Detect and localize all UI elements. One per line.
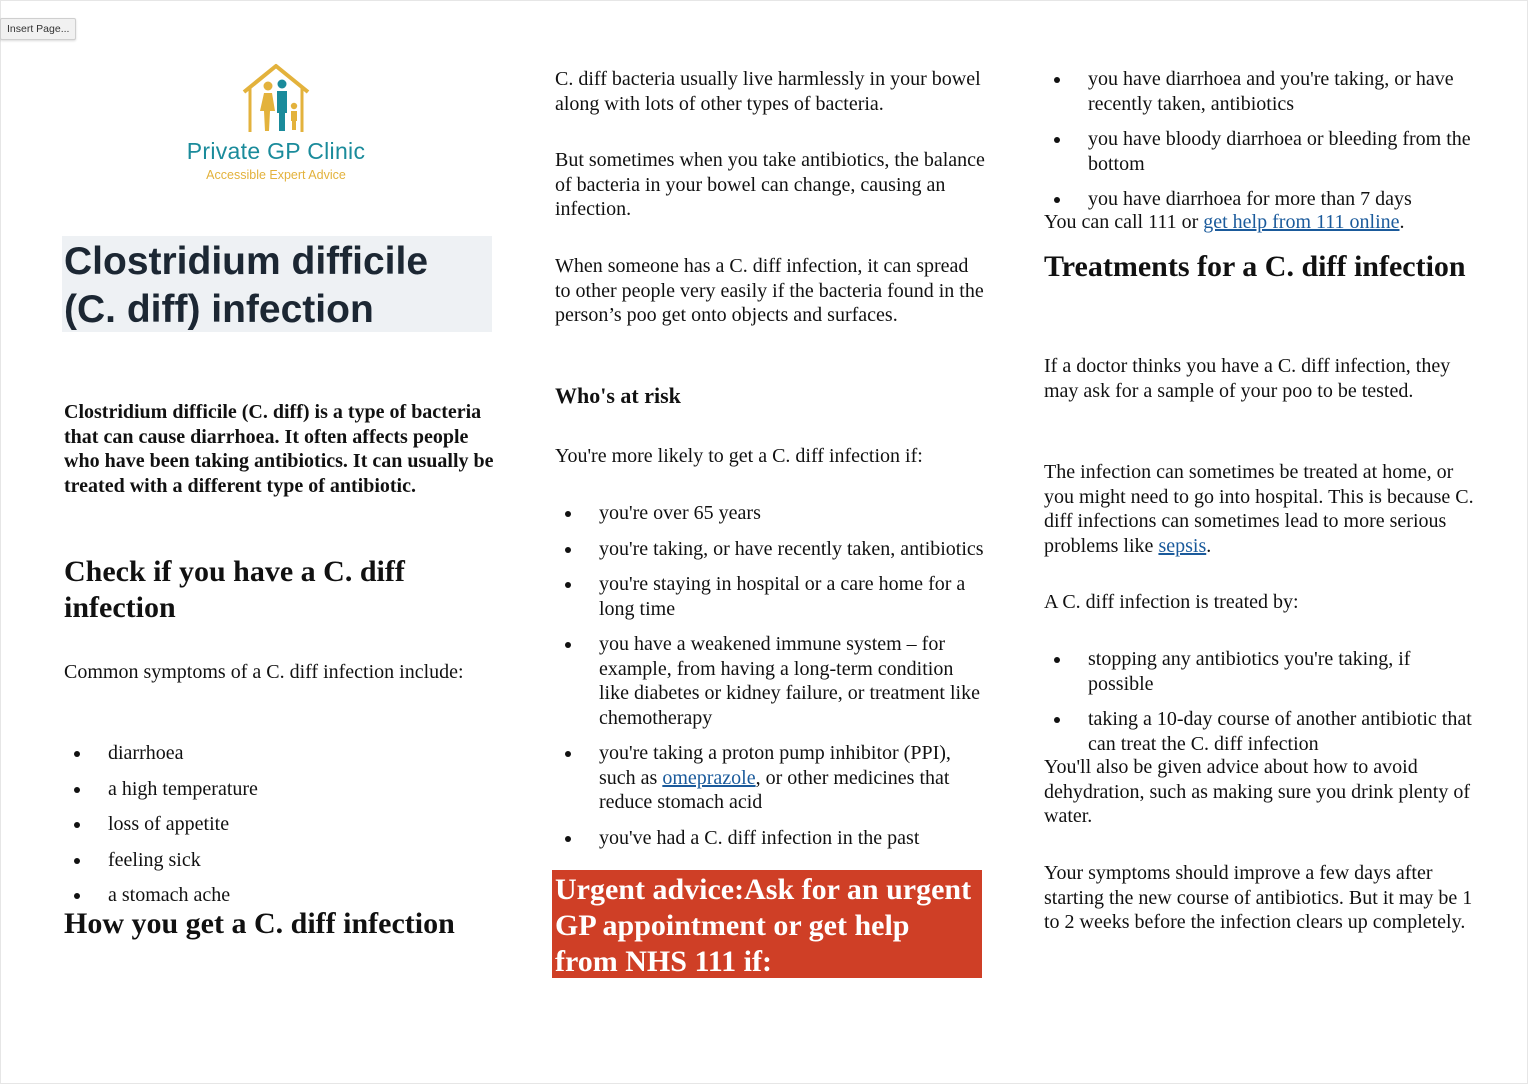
bullet-icon [1054, 657, 1060, 663]
list-item: feeling sick [64, 848, 494, 873]
list-item: you're staying in hospital or a care home for a long time [555, 572, 985, 621]
urgent-advice-banner: Urgent advice:Ask for an urgent GP appointment or get help from NHS 111 if: [552, 870, 982, 978]
list-item: taking a 10-day course of another antibiotic that can treat the C. diff infection [1044, 707, 1474, 756]
how-heading: How you get a C. diff infection [64, 907, 455, 940]
bullet-icon [1054, 137, 1060, 143]
treatments-list [1044, 647, 1474, 756]
list-item: you've had a C. diff infection in the past [555, 826, 985, 851]
sepsis-link[interactable]: sepsis [1158, 534, 1207, 557]
bullet-icon [565, 751, 571, 757]
clinic-tagline: Accessible Expert Advice [206, 168, 346, 182]
list-item: a high temperature [64, 777, 494, 802]
insert-page-button[interactable]: Insert Page... [0, 18, 76, 40]
family-house-icon [238, 62, 314, 136]
how-paragraph-1: C. diff bacteria usually live harmlessly in your bowel along with lots of other types of bacteria. [555, 68, 981, 115]
bullet-icon [74, 751, 80, 757]
title-line-1: Clostridium difficile [64, 240, 429, 283]
bullet-icon [1054, 717, 1060, 723]
treatments-paragraph-4: Your symptoms should improve a few days after starting the new course of antibiotics. But it may be 1 to 2 weeks before the infection clears up completely. [1044, 862, 1473, 933]
list-item: you have bloody diarrhoea or bleeding from the bottom [1044, 127, 1474, 176]
list-item: a stomach ache [64, 883, 494, 908]
how-paragraph-2: But sometimes when you take antibiotics, the balance of bacteria in your bowel can change, causing an infection. [555, 149, 985, 220]
list-item: you're taking, or have recently taken, antibiotics [555, 537, 985, 562]
risk-list [555, 501, 985, 850]
intro-paragraph: Clostridium difficile (C. diff) is a type of bacteria that can cause diarrhoea. It often affects people who have been taking antibiotics. It can usually be treated with a different type of antibiotic. [64, 401, 494, 497]
bullet-icon [1054, 77, 1060, 83]
list-item: loss of appetite [64, 812, 494, 837]
treatments-paragraph-1: If a doctor thinks you have a C. diff infection, they may ask for a sample of your poo to be tested. [1044, 355, 1451, 402]
bullet-icon [565, 836, 571, 842]
bullet-icon [74, 822, 80, 828]
list-item: you're taking a proton pump inhibitor (PPI), such as omeprazole, or other medicines that reduce stomach acid [555, 741, 985, 815]
list-item: you're over 65 years [555, 501, 985, 526]
clinic-name: Private GP Clinic [186, 138, 366, 164]
omeprazole-link[interactable]: omeprazole [662, 766, 756, 789]
bullet-icon [74, 893, 80, 899]
urgent-list [1044, 67, 1474, 212]
risk-heading: Who's at risk [555, 383, 681, 408]
symptoms-list [64, 741, 494, 908]
bullet-icon [74, 787, 80, 793]
call-111-text: You can call 111 or get help from 111 online. [1044, 211, 1405, 233]
check-heading: Check if you have a C. diff infection [64, 555, 405, 624]
list-item: stopping any antibiotics you're taking, if possible [1044, 647, 1474, 696]
check-lead: Common symptoms of a C. diff infection include: [64, 661, 464, 683]
bullet-icon [565, 582, 571, 588]
bullet-icon [1054, 197, 1060, 203]
bullet-icon [565, 547, 571, 553]
list-item: diarrhoea [64, 741, 494, 766]
how-paragraph-3: When someone has a C. diff infection, it can spread to other people very easily if the bacteria found in the person’s poo get onto objects and surfaces. [555, 255, 984, 326]
bullet-icon [565, 642, 571, 648]
list-item: you have diarrhoea and you're taking, or have recently taken, antibiotics [1044, 67, 1474, 116]
nhs-111-online-link[interactable]: get help from 111 online [1203, 211, 1400, 233]
treatments-lead: A C. diff infection is treated by: [1044, 591, 1299, 613]
risk-lead: You're more likely to get a C. diff infection if: [555, 445, 923, 467]
title-line-2: (C. diff) infection [64, 288, 374, 331]
page-title [64, 238, 494, 334]
bullet-icon [74, 858, 80, 864]
treatments-paragraph-3: You'll also be given advice about how to avoid dehydration, such as making sure you drink plenty of water. [1044, 756, 1471, 827]
list-item: you have a weakened immune system – for example, from having a long-term condition like diabetes or kidney failure, or treatment like chemotherapy [555, 632, 985, 730]
bullet-icon [565, 511, 571, 517]
treatments-paragraph-2: The infection can sometimes be treated at home, or you might need to go into hospital. This is because C. diff infections can sometimes lead to more serious problems like sepsis. [1044, 461, 1474, 557]
clinic-logo [176, 62, 376, 182]
list-item: you have diarrhoea for more than 7 days [1044, 187, 1474, 212]
treatments-heading: Treatments for a C. diff infection [1044, 250, 1466, 283]
